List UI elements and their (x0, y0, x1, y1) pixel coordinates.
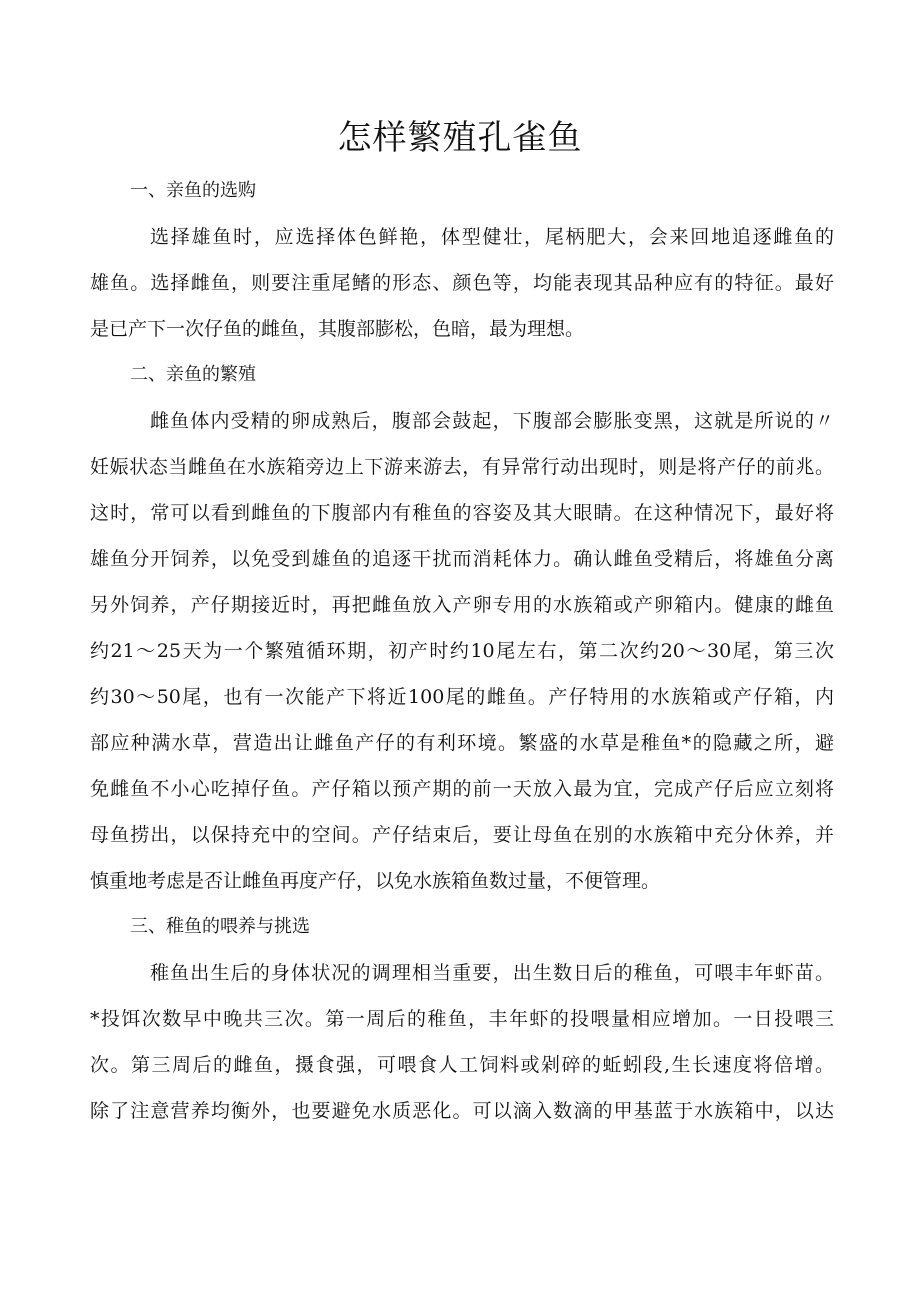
section-paragraph-1 (90, 214, 834, 352)
document-title: 怎样繁殖孔雀鱼 (337, 118, 583, 158)
text-line: 雌鱼体内受精的卵成熟后，腹部会鼓起，下腹部会膨胀变黑，这就是所说的〃 (150, 410, 834, 432)
text-line: 这时，常可以看到雌鱼的下腹部内有稚鱼的容姿及其大眼睛。在这种情况下，最好将 (90, 502, 834, 524)
section-paragraph-3 (90, 950, 834, 1134)
section-heading-3: 三、稚鱼的喂养与挑选 (130, 916, 310, 937)
text-line: 是已产下一次仔鱼的雌鱼，其腹部膨松，色暗，最为理想。 (90, 318, 585, 340)
document-body (90, 168, 834, 1134)
text-line: 部应种满水草，营造出让雌鱼产仔的有利环境。繁盛的水草是稚鱼*的隐藏之所，避 (90, 732, 834, 754)
text-line: 约30～50尾，也有一次能产下将近100尾的雌鱼。产仔特用的水族箱或产仔箱，内 (90, 686, 834, 708)
text-line: 稚鱼出生后的身体状况的调理相当重要，出生数日后的稚鱼，可喂丰年虾苗。 (150, 962, 834, 984)
section-heading-1: 一、亲鱼的选购 (130, 180, 256, 201)
text-line: 选择雄鱼时，应选择体色鲜艳，体型健壮，尾柄肥大，会来回地追逐雌鱼的 (150, 226, 834, 248)
text-line: 母鱼捞出，以保持充中的空间。产仔结束后，要让母鱼在别的水族箱中充分休养，并 (90, 824, 834, 846)
text-line: 除了注意营养均衡外，也要避免水质恶化。可以滴入数滴的甲基蓝于水族箱中，以达 (90, 1100, 834, 1122)
text-line: 雄鱼分开饲养，以免受到雄鱼的追逐干扰而消耗体力。确认雌鱼受精后，将雄鱼分离 (90, 548, 834, 570)
text-line: *投饵次数早中晚共三次。第一周后的稚鱼，丰年虾的投喂量相应增加。一日投喂三 (90, 1008, 834, 1030)
text-line: 约21～25天为一个繁殖循环期，初产时约10尾左右，第二次约20～30尾，第三次 (90, 640, 834, 662)
section-heading-2: 二、亲鱼的繁殖 (130, 364, 256, 385)
text-line: 另外饲养，产仔期接近时，再把雌鱼放入产卵专用的水族箱或产卵箱内。健康的雌鱼 (90, 594, 834, 616)
section-paragraph-2 (90, 398, 834, 904)
text-line: 慎重地考虑是否让雌鱼再度产仔，以免水族箱鱼数过量，不便管理。 (90, 870, 661, 892)
text-line: 次。第三周后的雌鱼，摄食强，可喂食人工饲料或剁碎的蚯蚓段,生长速度将倍增。 (90, 1054, 834, 1076)
text-line: 妊娠状态当雌鱼在水族箱旁边上下游来游去，有异常行动出现时，则是将产仔的前兆。 (90, 456, 834, 478)
text-line: 雄鱼。选择雌鱼，则要注重尾鳍的形态、颜色等，均能表现其品种应有的特征。最好 (90, 272, 834, 294)
text-line: 免雌鱼不小心吃掉仔鱼。产仔箱以预产期的前一天放入最为宜，完成产仔后应立刻将 (90, 778, 834, 800)
